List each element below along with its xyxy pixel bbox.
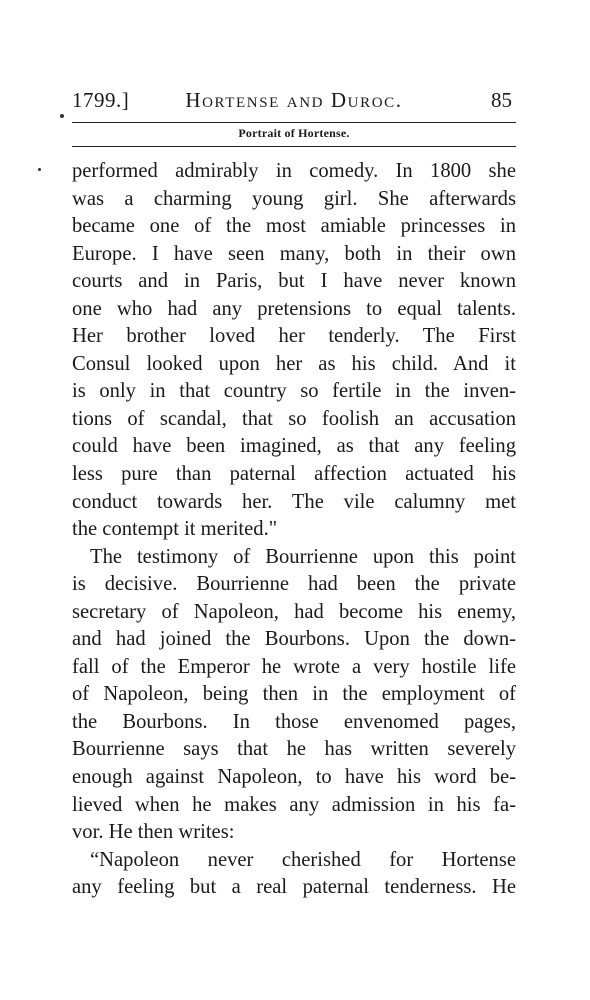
text-line: secretary of Napoleon, had become his enemy, <box>72 600 516 623</box>
text-line: and had joined the Bourbons. Upon the down- <box>72 628 516 651</box>
body-text <box>72 158 516 902</box>
text-line: was a charming young girl. She afterwards <box>72 187 516 210</box>
text-line: lieved when he makes any admission in his fa- <box>72 793 516 816</box>
text-line: any feeling but a real paternal tenderness. He <box>72 876 516 899</box>
text-line: Europe. I have seen many, both in their own <box>72 242 516 265</box>
text-line: The testimony of Bourrienne upon this point <box>90 545 516 568</box>
text-line: the contempt it merited." <box>72 518 278 541</box>
text-line: fall of the Emperor he wrote a very hostile life <box>72 655 516 678</box>
page-number: 85 <box>491 88 512 112</box>
text-line: courts and in Paris, but I have never known <box>72 270 516 293</box>
text-line: “Napoleon never cherished for Hortense <box>90 848 516 871</box>
text-line: tions of scandal, that so foolish an accusation <box>72 407 516 430</box>
header-title: Hortense and Duroc. <box>185 88 403 112</box>
text-line: of Napoleon, being then in the employment of <box>72 683 516 706</box>
header-year: 1799.] <box>72 88 130 112</box>
header-rule-top <box>72 122 516 123</box>
text-line: is only in that country so fertile in the inven- <box>72 380 516 403</box>
text-line: vor. He then writes: <box>72 821 235 844</box>
text-line: could have been imagined, as that any feeling <box>72 435 516 458</box>
text-line: one who had any pretensions to equal talents. <box>72 297 516 320</box>
text-line: Consul looked upon her as his child. And it <box>72 352 516 375</box>
text-line: Her brother loved her tenderly. The First <box>72 325 516 348</box>
text-line: the Bourbons. In those envenomed pages, <box>72 710 516 733</box>
text-line: Bourrienne says that he has written severely <box>72 738 516 761</box>
section-subheading: Portrait of Hortense. <box>238 126 350 140</box>
text-line: enough against Napoleon, to have his word be- <box>72 766 516 789</box>
text-line: became one of the most amiable princesses in <box>72 215 516 238</box>
text-line: conduct towards her. The vile calumny met <box>72 490 516 513</box>
header-rule-bottom <box>72 146 516 147</box>
text-line: performed admirably in comedy. In 1800 she <box>72 160 516 182</box>
running-header <box>72 88 516 118</box>
text-line: less pure than paternal affection actuated his <box>72 463 516 486</box>
text-line: is decisive. Bourrienne had been the private <box>72 573 516 596</box>
ink-speck <box>38 168 41 171</box>
ink-speck <box>60 114 64 118</box>
